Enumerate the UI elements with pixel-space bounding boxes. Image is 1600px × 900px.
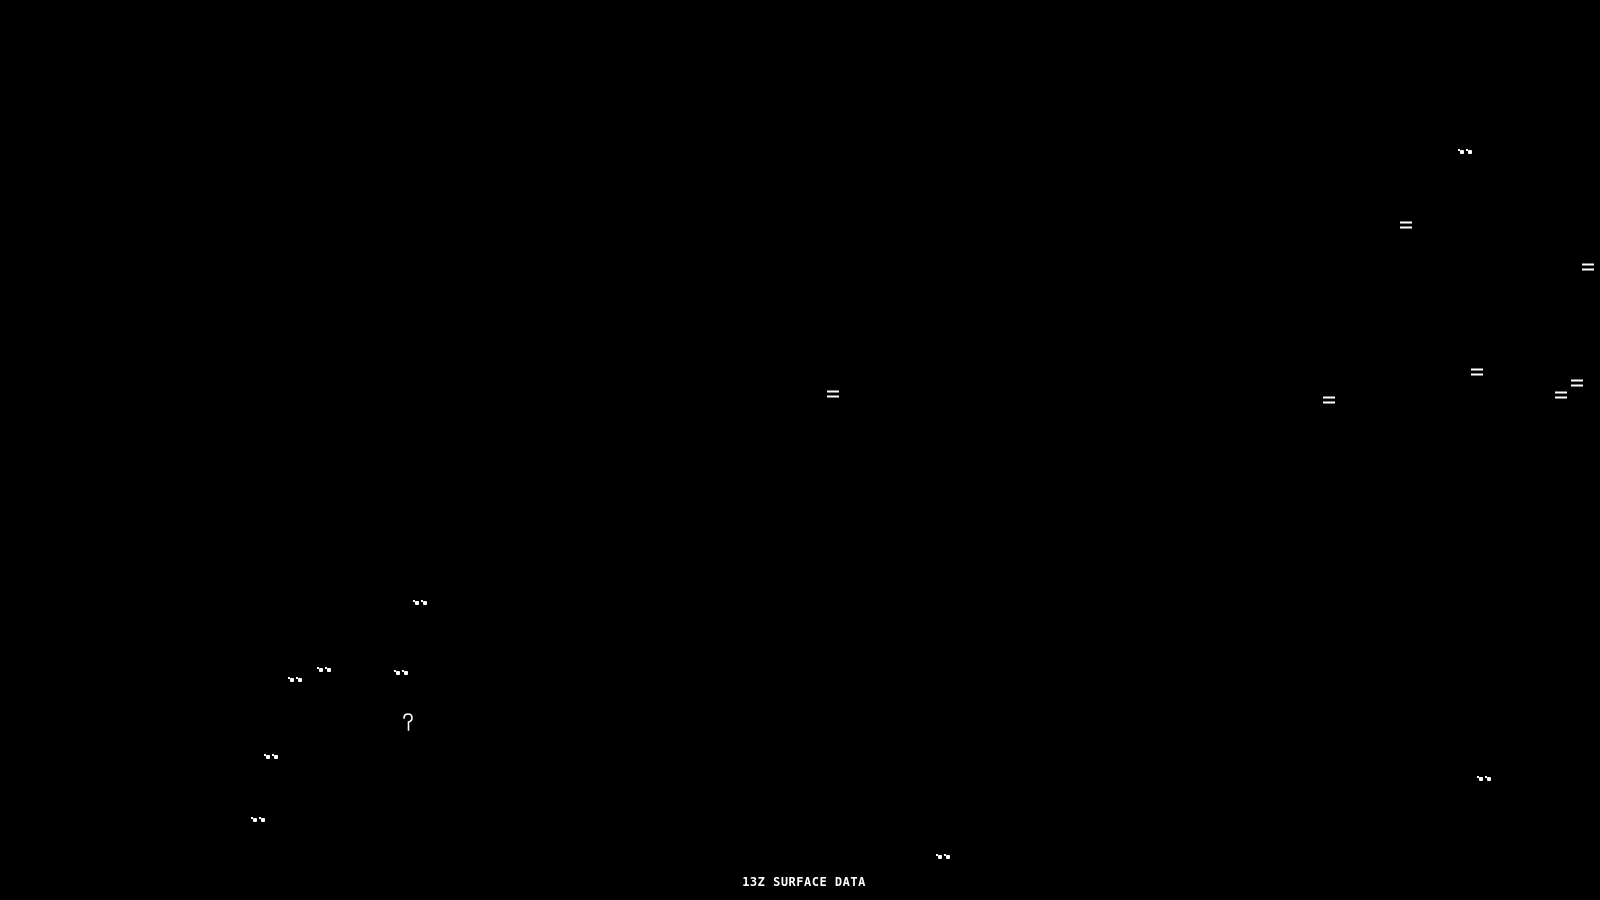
- mist-icon: [1471, 369, 1483, 376]
- plot-title: 13Z SURFACE DATA: [742, 875, 866, 889]
- rain-dot: [938, 855, 942, 859]
- light-rain-icon: [938, 855, 950, 859]
- light-rain-icon: [396, 671, 408, 675]
- mist-icon: [1582, 264, 1594, 271]
- mist-icon: [827, 391, 839, 398]
- rain-dot: [319, 668, 323, 672]
- rain-dot: [266, 755, 270, 759]
- light-rain-icon: [1479, 777, 1491, 781]
- light-rain-icon: [319, 668, 331, 672]
- rain-dot: [1460, 150, 1464, 154]
- rain-dot: [1487, 777, 1491, 781]
- mist-icon: [1571, 380, 1583, 387]
- light-rain-icon: [290, 678, 302, 682]
- rain-dot: [396, 671, 400, 675]
- light-rain-icon: [415, 601, 427, 605]
- rain-dot: [261, 818, 265, 822]
- rain-dot: [404, 671, 408, 675]
- light-rain-icon: [266, 755, 278, 759]
- rain-dot: [423, 601, 427, 605]
- mist-icon: [1555, 392, 1567, 399]
- rain-dot: [274, 755, 278, 759]
- rain-dot: [415, 601, 419, 605]
- drizzle-icon: [402, 713, 414, 731]
- rain-dot: [253, 818, 257, 822]
- mist-icon: [1323, 397, 1335, 404]
- light-rain-icon: [253, 818, 265, 822]
- rain-dot: [946, 855, 950, 859]
- rain-dot: [290, 678, 294, 682]
- rain-dot: [298, 678, 302, 682]
- light-rain-icon: [1460, 150, 1472, 154]
- rain-dot: [1479, 777, 1483, 781]
- rain-dot: [327, 668, 331, 672]
- rain-dot: [1468, 150, 1472, 154]
- mist-icon: [1400, 222, 1412, 229]
